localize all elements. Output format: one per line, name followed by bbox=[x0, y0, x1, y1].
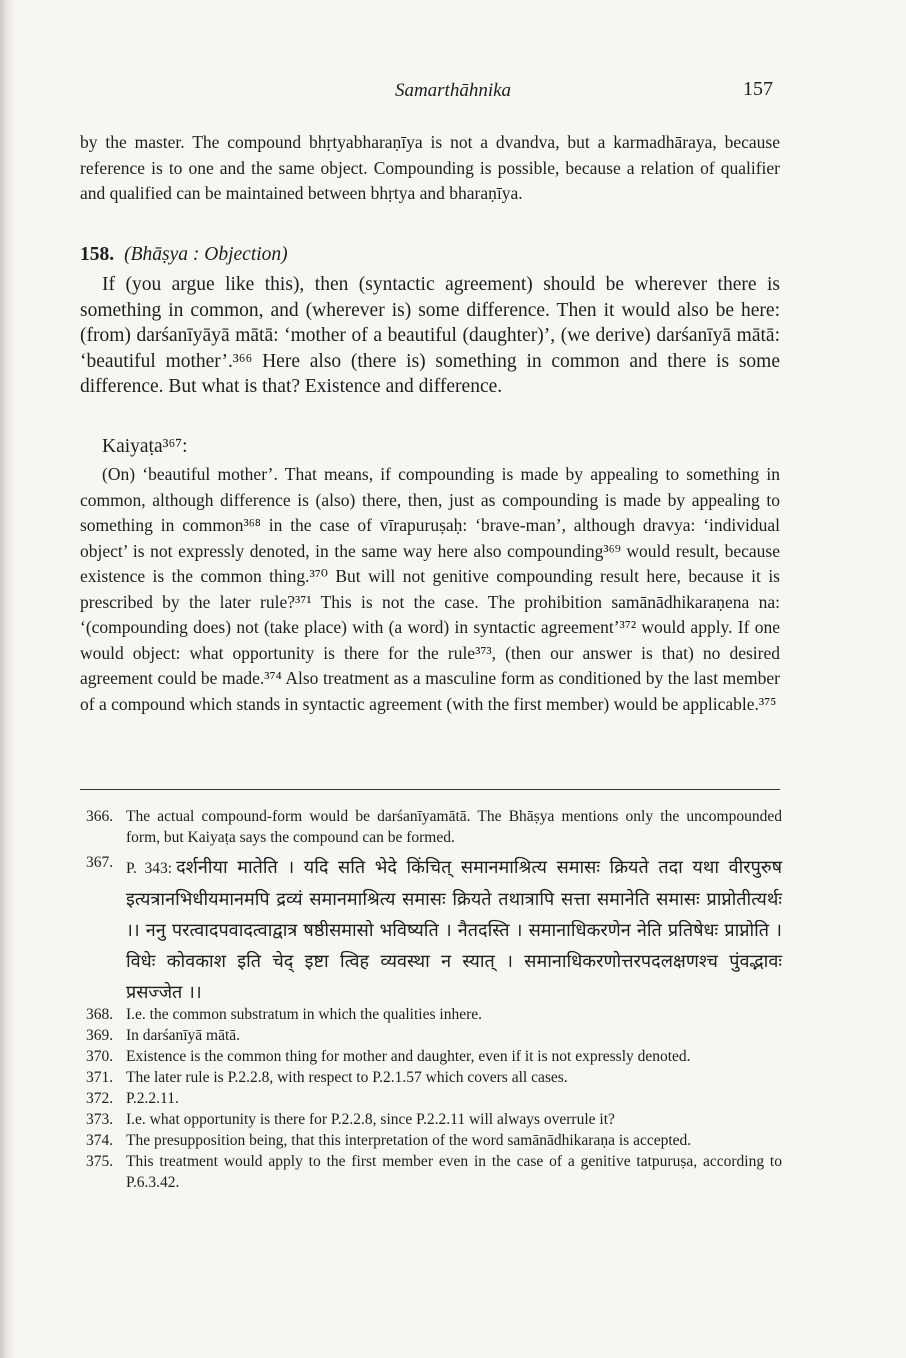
section-number: 158. bbox=[80, 244, 115, 265]
footnote-367 bbox=[86, 852, 782, 1008]
footnote-number: 367. bbox=[86, 854, 114, 871]
footnote-text: Existence is the common thing for mother and daughter, even if it is not expressly denoted. bbox=[126, 1048, 691, 1065]
footnote-rule bbox=[80, 789, 780, 790]
kaiyata-paragraph: (On) ‘beautiful mother’. That means, if compounding is made by appealing to something in common, although difference is (also) there, then, just as compounding is made by appealing to something in common³⁶⁸ in the case of vīrapuruṣaḥ: ‘brave-man’, although dravya: ‘individual object’ is not expressly denoted, in the same way here also compounding³⁶⁹ would result, because existence is the common thing.³⁷⁰ But will not genitive compounding result here, because it is prescribed by the later rule?³⁷¹ This is not the case. The prohibition samānādhikaraṇena na: ‘(compounding does) not (take place) with (a word) in syntactic agreement’³⁷² would apply. If one would object: what opportunity is there for the rule³⁷³, (then our answer is that) no desired agreement could be made.³⁷⁴ Also treatment as a masculine form as conditioned by the last member of a compound which stands in syntactic agreement (with the first member) would be applicable.³⁷⁵ bbox=[80, 464, 780, 714]
footnotes-top bbox=[86, 806, 782, 848]
footnote-item bbox=[86, 1004, 782, 1025]
footnote-number: 371. bbox=[86, 1069, 114, 1086]
running-title: Samarthāhnika bbox=[394, 80, 512, 101]
footnote-number: 369. bbox=[86, 1027, 114, 1044]
page-number: 157 bbox=[743, 78, 773, 100]
footnote-text: In darśanīyā mātā. bbox=[126, 1027, 241, 1044]
footnotes-bottom bbox=[86, 1004, 782, 1193]
kaiyata-heading: Kaiyaṭa³⁶⁷: bbox=[102, 436, 188, 457]
footnote-text: P.2.2.11. bbox=[126, 1090, 179, 1107]
footnote-text: The presupposition being, that this interpretation of the word samānādhikaraṇa is accepted. bbox=[126, 1132, 692, 1149]
footnote-text: I.e. the common substratum in which the qualities inhere. bbox=[126, 1006, 482, 1023]
footnote-number: 368. bbox=[86, 1006, 114, 1023]
footnote-item bbox=[86, 1088, 782, 1109]
section-label: (Bhāṣya : Objection) bbox=[124, 244, 288, 265]
footnote-text: The actual compound-form would be darśanīyamātā. The Bhāṣya mentions only the uncompounded form, but Kaiyaṭa says the compound can be formed. bbox=[126, 808, 782, 846]
footnote-number: 373. bbox=[86, 1111, 114, 1128]
binding-shadow bbox=[0, 0, 14, 1358]
footnote-number: 366. bbox=[86, 808, 114, 825]
footnote-item bbox=[86, 1151, 782, 1193]
footnote-text: I.e. what opportunity is there for P.2.2.8, since P.2.2.11 will always overrule it? bbox=[126, 1111, 615, 1128]
footnote-item bbox=[86, 1025, 782, 1046]
footnote-item bbox=[86, 1067, 782, 1088]
footnote-item bbox=[86, 1046, 782, 1067]
footnote-number: 374. bbox=[86, 1132, 114, 1149]
devanagari-text: दर्शनीया मातेति । यदि सति भेदे किंचित् समानमाश्रित्य समासः क्रियते तदा यथा वीरपुरुष इत्यत्रानभिधीयमानमपि द्रव्यं समानमाश्रित्य समासः क्रियते तथात्रापि सत्ता समानेति समासः प्राप्नोतीत्यर्थः ।। ननु परत्वादपवादत्वाद्वात्र षष्ठीसमासो भविष्यति । नैतदस्ति । समानाधिकरणेन नेति प्रतिषेधः प्राप्नोति । विधेः कोवकाश इति चेद् इष्टा त्विह व्यवस्था न स्यात् । समानाधिकरणोत्तरपदलक्षणश्च पुंवद्भावः प्रसज्जेत ।। bbox=[126, 857, 782, 1003]
footnote-number: 372. bbox=[86, 1090, 114, 1107]
footnote-text: This treatment would apply to the first member even in the case of a genitive tatpuruṣa, according to P.6.3.42. bbox=[126, 1153, 782, 1191]
footnote-number: 375. bbox=[86, 1153, 114, 1170]
footnote-text: The later rule is P.2.2.8, with respect to P.2.1.57 which covers all cases. bbox=[126, 1069, 568, 1086]
footnote-item bbox=[86, 806, 782, 848]
footnote-item bbox=[86, 852, 782, 1008]
footnote-item bbox=[86, 1130, 782, 1151]
bhashya-paragraph: If (you argue like this), then (syntactic agreement) should be wherever there is something in common, and (wherever is) some difference. Then it would also be here: (from) darśanīyāyā mātā: ‘mother of a beautiful (daughter)’, (we derive) darśanīyā mātā: ‘beautiful mother’.³⁶⁶ Here also (there is) something in common and there is some difference. But what is that? Existence and difference. bbox=[80, 274, 780, 397]
footnote-item bbox=[86, 1109, 782, 1130]
intro-paragraph: by the master. The compound bhṛtyabharaṇīya is not a dvandva, but a karmadhāraya, because reference is to one and the same object. Compounding is possible, because a relation of qualifier and qualified can be maintained between bhṛtya and bharaṇīya. bbox=[80, 132, 780, 203]
footnote-text bbox=[126, 852, 782, 1008]
footnote-ref: P. 343: bbox=[126, 860, 173, 877]
section-heading bbox=[80, 244, 780, 266]
footnote-number: 370. bbox=[86, 1048, 114, 1065]
